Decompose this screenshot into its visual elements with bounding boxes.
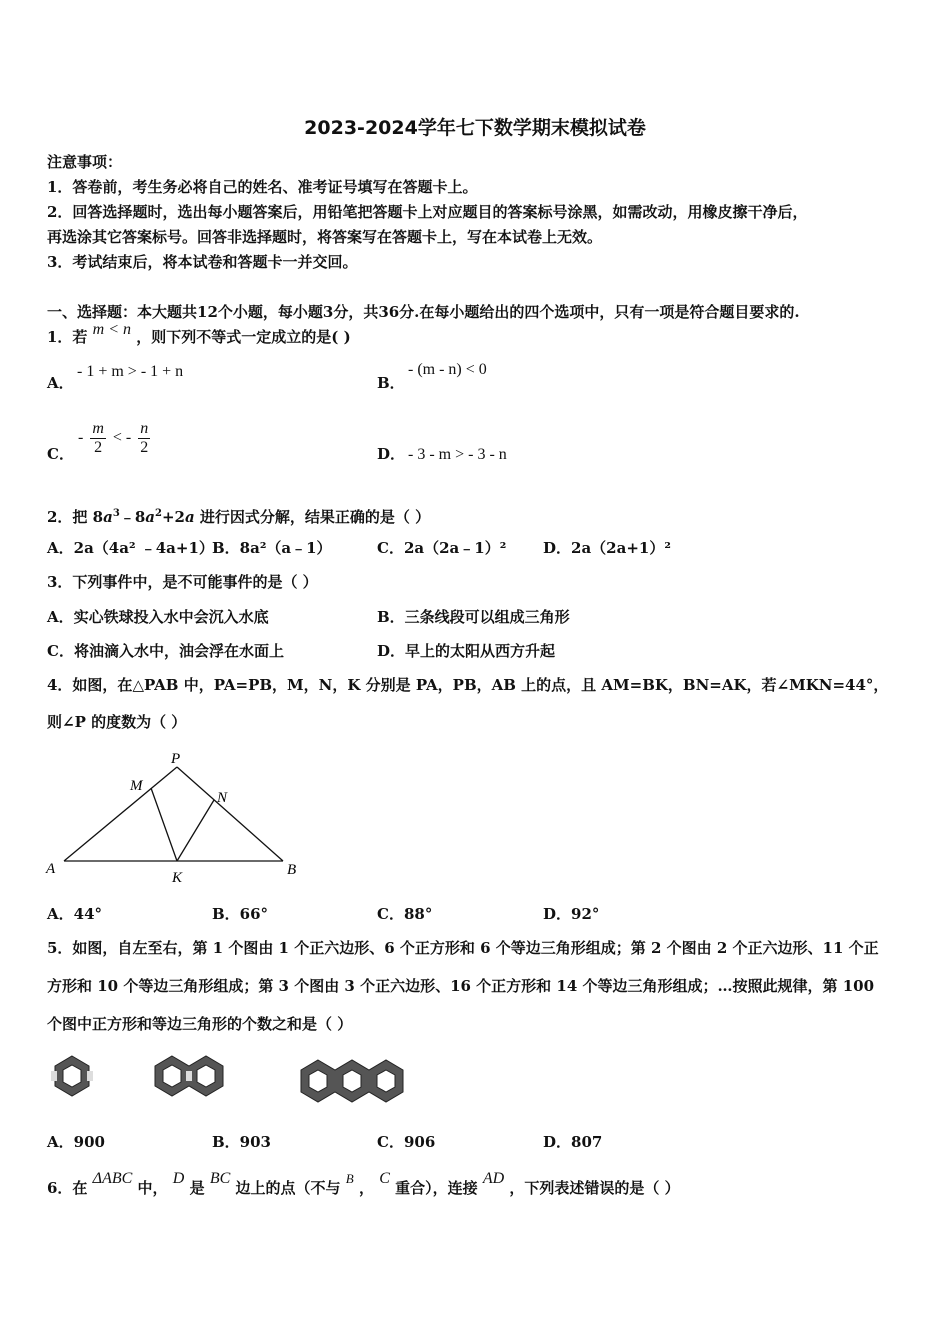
q3-option-b: B．三条线段可以组成三角形 xyxy=(377,608,570,626)
q4-option-b: B．66° xyxy=(212,905,269,923)
label-m: M xyxy=(130,778,143,794)
q1-c-den-2: 2 xyxy=(140,439,149,456)
q2-option-d: D．2a（2a+1）² xyxy=(543,539,671,557)
pattern-3-hexagon-3 xyxy=(377,1070,395,1092)
pattern-2-hexagon-1 xyxy=(163,1065,181,1087)
label-a: A xyxy=(46,861,56,877)
q6-side-bc: BC xyxy=(209,1170,231,1187)
label-k: K xyxy=(172,870,183,886)
q6-part-2: 中， xyxy=(137,1179,168,1197)
q5-option-b: B．903 xyxy=(212,1133,271,1151)
figure-bg xyxy=(44,748,300,886)
page-title: 2023-2024学年七下数学期末模拟试卷 xyxy=(304,117,646,139)
q1-condition: m < n xyxy=(92,321,132,338)
q1-prefix: 1．若 xyxy=(47,328,88,346)
triangle-figure xyxy=(44,748,300,886)
question-5-stem-cont1: 方形和 10 个等边三角形组成；第 3 个图由 3 个正六边形、16 个正方形和 14 个等边三角形组成；…按照此规律，第 100 xyxy=(47,977,875,995)
q3-option-a: A．实心铁球投入水中会沉入水底 xyxy=(47,608,269,626)
label-b: B xyxy=(287,862,297,878)
hexagon-pattern-figure xyxy=(44,1050,416,1112)
q2-stem-a: 2．把 8 xyxy=(47,508,104,526)
q1-option-b: - (m - n) < 0 xyxy=(408,361,487,378)
question-5-stem: 5．如图，自左至右，第 1 个图由 1 个正六边形、6 个正方形和 6 个等边三角形组成；第 2 个图由 2 个正六边形、11 个正 xyxy=(47,939,879,957)
q1-option-b-label: B． xyxy=(377,374,405,392)
q6-part-5: ， xyxy=(358,1179,374,1197)
q1-option-c xyxy=(78,420,153,457)
q1-suffix: ，则下列不等式一定成立的是( ) xyxy=(136,328,351,346)
label-p: P xyxy=(171,751,181,767)
q2-stem-c: 3 xyxy=(112,508,120,519)
pattern-3-hexagon-2 xyxy=(343,1070,361,1092)
q4-option-d: D．92° xyxy=(543,905,600,923)
question-3-stem: 3．下列事件中，是不可能事件的是（ ） xyxy=(47,573,318,591)
notice-item-1: 1．答卷前，考生务必将自己的姓名、准考证号填写在答题卡上。 xyxy=(47,178,478,196)
q5-option-c: C．906 xyxy=(377,1133,436,1151)
pattern-3-hexagon-1 xyxy=(309,1070,327,1092)
q6-triangle: ΔABC xyxy=(92,1170,133,1187)
q6-segment-ad: AD xyxy=(482,1170,505,1187)
label-n: N xyxy=(217,790,228,806)
q5-option-d: D．807 xyxy=(543,1133,603,1151)
q6-part-1: 6．在 xyxy=(47,1179,88,1197)
q2-stem-g: +2 xyxy=(161,508,185,526)
notice-item-2-cont: 再选涂其它答案标号。回答非选择题时，将答案写在答题卡上，写在本试卷上无效。 xyxy=(47,228,603,246)
q1-option-a: - 1 + m > - 1 + n xyxy=(77,363,184,380)
q1-option-a-label: A． xyxy=(47,374,74,392)
q2-stem-i: 进行因式分解，结果正确的是（ ） xyxy=(194,508,431,526)
question-4-stem-cont: 则∠P 的度数为（ ） xyxy=(47,713,187,731)
q1-c-lt: < - xyxy=(112,429,132,447)
q1-c-minus1: - xyxy=(78,429,84,447)
q1-c-num-n: n xyxy=(140,420,149,437)
question-2-stem xyxy=(47,504,430,527)
q2-stem-h: a xyxy=(184,508,195,526)
q3-option-c: C．将油滴入水中，油会浮在水面上 xyxy=(47,642,284,660)
q2-option-b: B．8a²（a﹣1） xyxy=(212,539,332,557)
question-1-stem xyxy=(47,321,351,348)
pattern-2-square xyxy=(186,1071,192,1081)
notice-item-2: 2．回答选择题时，选出每小题答案后，用铅笔把答题卡上对应题目的答案标号涂黑，如需改动，用橡皮擦干净后， xyxy=(47,203,808,221)
pattern-1-square-a xyxy=(51,1071,57,1081)
q6-part-6: 重合），连接 xyxy=(395,1179,478,1197)
pattern-1-hexagon xyxy=(63,1065,81,1087)
q6-point-b: B xyxy=(345,1171,354,1186)
question-6-stem xyxy=(47,1170,680,1199)
q2-option-c: C．2a（2a﹣1）² xyxy=(377,539,507,557)
pattern-figure-3 xyxy=(301,1060,403,1102)
q6-part-7: ，下列表述错误的是（ ） xyxy=(509,1179,680,1197)
question-4-stem: 4．如图，在△PAB 中，PA=PB，M，N，K 分别是 PA，PB，AB 上的点，且 AM=BK，BN=AK，若∠MKN=44°， xyxy=(47,676,889,694)
q2-stem-d: ﹣8 xyxy=(119,508,146,526)
q1-c-den-1: 2 xyxy=(94,439,103,456)
q1-option-d: - 3 - m > - 3 - n xyxy=(408,446,507,463)
q1-option-d-label: D． xyxy=(377,445,406,463)
section-heading: 一、选择题：本大题共12个小题，每小题3分，共36分.在每小题给出的四个选项中，只有一项是符合题目要求的. xyxy=(47,303,800,321)
q2-stem-f: 2 xyxy=(154,508,162,519)
q6-part-3: 是 xyxy=(189,1179,205,1197)
pattern-1-square-b xyxy=(87,1071,93,1081)
q2-option-a: A．2a（4a² ﹣4a+1） xyxy=(47,539,214,557)
q5-option-a: A．900 xyxy=(47,1133,105,1151)
question-5-stem-cont2: 个图中正方形和等边三角形的个数之和是（ ） xyxy=(47,1015,353,1033)
q6-point-c: C xyxy=(379,1170,390,1187)
q1-c-num-m: m xyxy=(92,420,104,437)
q4-option-c: C．88° xyxy=(377,905,433,923)
q2-stem-e: a xyxy=(145,508,155,526)
q1-option-c-label: C． xyxy=(47,445,74,463)
notice-item-3: 3．考试结束后，将本试卷和答题卡一并交回。 xyxy=(47,253,358,271)
notice-heading: 注意事项： xyxy=(47,153,123,171)
q6-part-4: 边上的点（不与 xyxy=(235,1179,341,1197)
q3-option-d: D．早上的太阳从西方升起 xyxy=(377,642,556,660)
q6-point-d: D xyxy=(172,1170,185,1187)
pattern-2-hexagon-2 xyxy=(197,1065,215,1087)
q4-option-a: A．44° xyxy=(47,905,103,923)
q2-stem-b: a xyxy=(103,508,113,526)
